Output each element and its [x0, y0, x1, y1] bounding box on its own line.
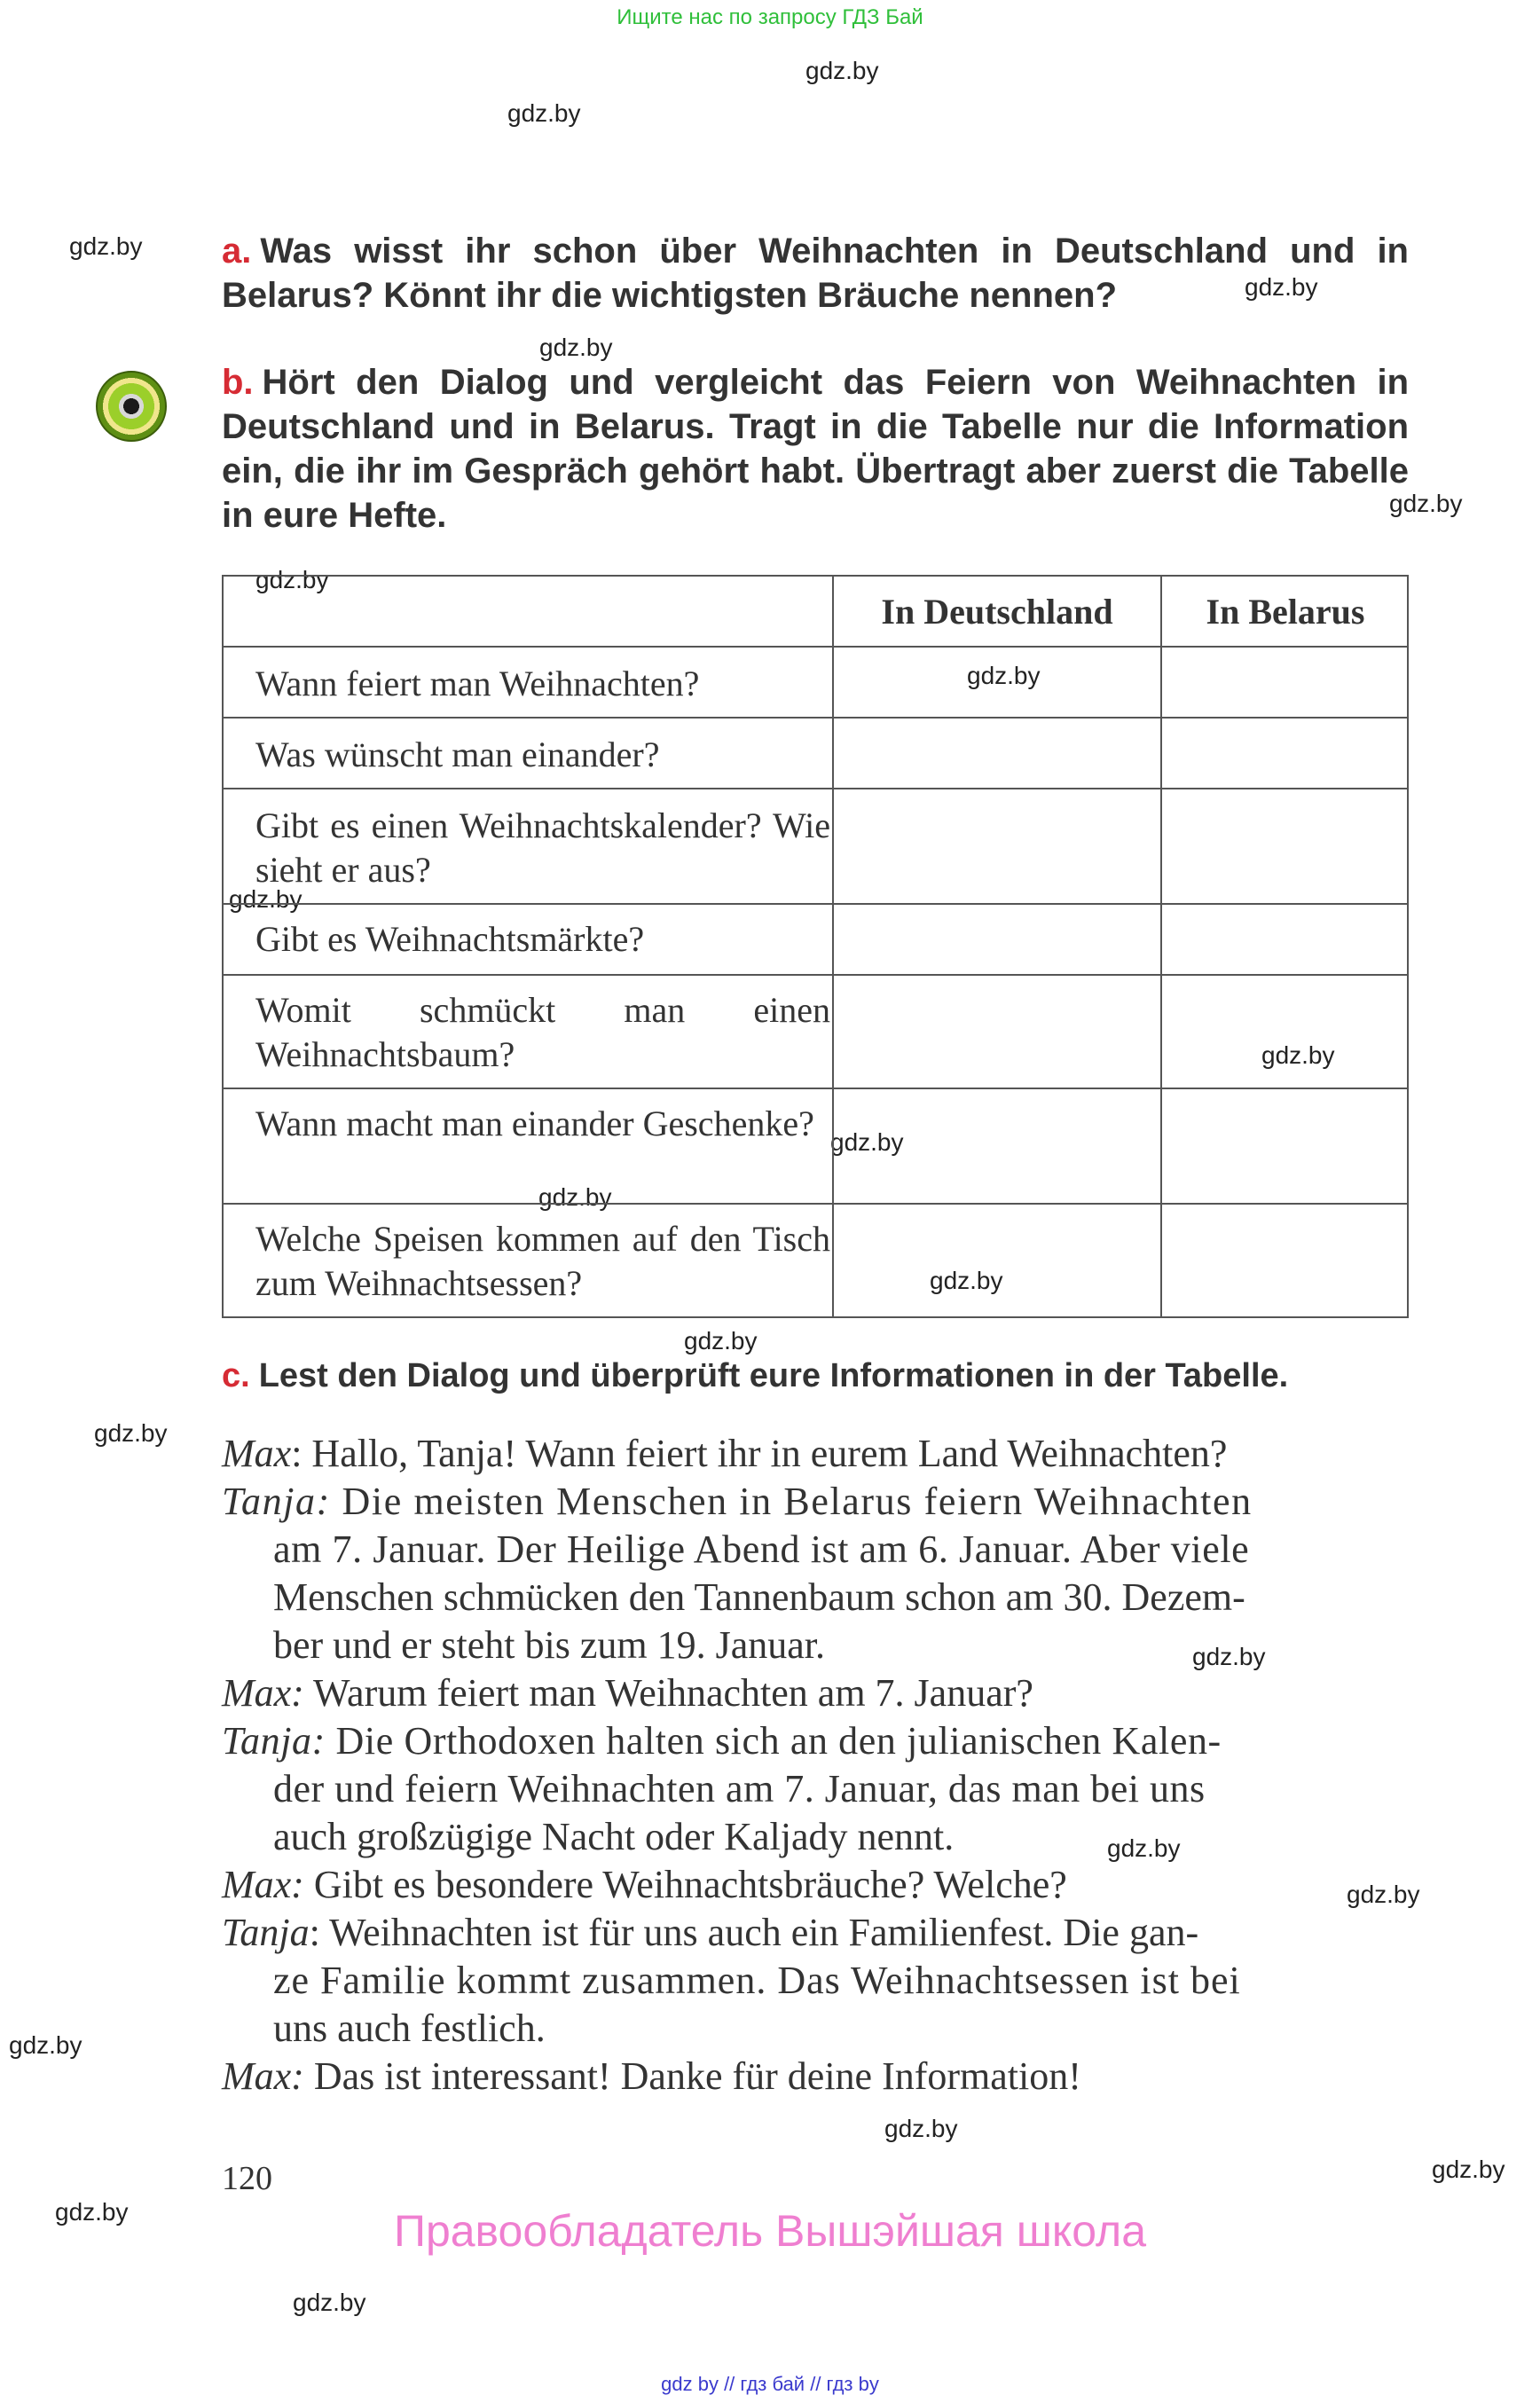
dialog-line: Max: Gibt es besondere Weihnachtsbräuche? Welche?: [222, 1863, 1067, 1906]
watermark: gdz.by: [539, 334, 613, 361]
watermark: gdz.by: [69, 232, 143, 260]
dialog-line: Tanja: Die meisten Menschen in Belarus feiern Weihnachten: [222, 1480, 1253, 1523]
watermark: gdz.by: [55, 2198, 129, 2226]
watermark: gdz.by: [805, 57, 879, 84]
column-header-deutschland: In Deutschland: [881, 591, 1113, 632]
dialog-speaker: Tanja:: [222, 1719, 326, 1763]
dialog-speaker: Max:: [222, 2054, 304, 2098]
watermark: gdz.by: [930, 1267, 1003, 1294]
table-row-question: Gibt es einen Weihnachtskalender? Wie sieht er aus?: [255, 805, 830, 890]
table-row-question: Welche Speisen kommen auf den Tisch zum Weihnachtsessen?: [255, 1219, 830, 1303]
dialog-line: ber und er steht bis zum 19. Januar.: [273, 1623, 825, 1667]
watermark: gdz.by: [1389, 490, 1463, 517]
watermark: gdz.by: [507, 99, 581, 127]
dialog-line: auch großzügige Nacht oder Kaljady nennt.: [273, 1815, 955, 1858]
dialog-speaker: Tanja:: [222, 1480, 331, 1523]
watermark: gdz.by: [9, 2031, 82, 2059]
dialog-line: am 7. Januar. Der Heilige Abend ist am 6. Januar. Aber viele: [273, 1527, 1250, 1571]
dialog-line: Tanja: Weihnachten ist für uns auch ein Familienfest. Die gan-: [222, 1911, 1199, 1954]
audio-cd-icon[interactable]: [96, 371, 167, 442]
watermark: gdz.by: [684, 1327, 758, 1355]
task-c: [222, 1354, 1409, 1398]
task-a-text: Was wisst ihr schon über Weihnachten in Deutschland und in Belarus? Könnt ihr die wichtigsten Bräuche nennen?: [222, 232, 1409, 315]
table-row-question: Womit schmückt man einen Weihnachtsbaum?: [255, 990, 830, 1074]
table-row-question: Wann feiert man Weihnachten?: [255, 664, 700, 703]
watermark: gdz.by: [293, 2289, 366, 2316]
task-b: [222, 360, 1409, 538]
watermark: gdz.by: [1432, 2156, 1505, 2183]
watermark: gdz.by: [830, 1128, 904, 1156]
dialog-line: Max: Warum feiert man Weihnachten am 7. Januar?: [222, 1671, 1033, 1715]
bottom-links[interactable]: gdz by // гдз бай // гдз by: [661, 2373, 879, 2395]
watermark: gdz.by: [967, 662, 1041, 689]
dialog-line: Max: Hallo, Tanja! Wann feiert ihr in eurem Land Weihnachten?: [222, 1432, 1228, 1475]
table-row-question: Wann macht man einander Geschenke?: [255, 1103, 814, 1143]
dialog-speaker: Max: [222, 1432, 292, 1475]
table-row-question: Gibt es Weihnachtsmärkte?: [255, 919, 645, 959]
task-a-letter: a.: [222, 232, 252, 271]
copyright-notice: Правообладатель Вышэйшая школа: [394, 2206, 1146, 2256]
task-b-letter: b.: [222, 363, 254, 402]
dialog-line: Max: Das ist interessant! Danke für deine Information!: [222, 2054, 1081, 2098]
dialog-speaker: Max:: [222, 1671, 304, 1715]
watermark: gdz.by: [1261, 1041, 1335, 1069]
dialog-line: Menschen schmücken den Tannenbaum schon am 30. Dezem-: [273, 1575, 1245, 1619]
top-banner[interactable]: Ищите нас по запросу ГДЗ Бай: [617, 5, 923, 29]
watermark: gdz.by: [884, 2115, 958, 2142]
page-number: 120: [222, 2160, 272, 2197]
watermark: gdz.by: [255, 566, 329, 593]
watermark: gdz.by: [94, 1419, 168, 1447]
dialog-line: der und feiern Weihnachten am 7. Januar, das man bei uns: [273, 1767, 1206, 1810]
dialog-line: uns auch festlich.: [273, 2006, 546, 2050]
dialog-line: Tanja: Die Orthodoxen halten sich an den julianischen Kalen-: [222, 1719, 1222, 1763]
watermark: gdz.by: [1192, 1643, 1266, 1670]
dialog-speaker: Max:: [222, 1863, 304, 1906]
watermark: gdz.by: [229, 885, 302, 913]
watermark: gdz.by: [1107, 1834, 1181, 1862]
table-row-question: Was wünscht man einander?: [255, 734, 660, 774]
task-a: [222, 229, 1409, 318]
task-b-text: Hört den Dialog und vergleicht das Feiern von Weihnachten in Deutschland und in Belarus. Tragt in die Tabelle nur die Information ein, die ihr im Gespräch gehört habt. Übertragt aber zuerst die Tabelle in eure Hefte.: [222, 363, 1409, 535]
task-c-letter: c.: [222, 1357, 250, 1394]
task-c-text: Lest den Dialog und überprüft eure Informationen in der Tabelle.: [258, 1357, 1289, 1394]
comparison-table: [222, 575, 1409, 1318]
watermark: gdz.by: [538, 1183, 612, 1211]
column-header-belarus: In Belarus: [1206, 591, 1365, 632]
watermark: gdz.by: [1347, 1881, 1420, 1908]
dialog-line: ze Familie kommt zusammen. Das Weihnachtsessen ist bei: [273, 1959, 1241, 2002]
watermark: gdz.by: [1245, 273, 1318, 301]
dialog-speaker: Tanja: [222, 1911, 310, 1954]
